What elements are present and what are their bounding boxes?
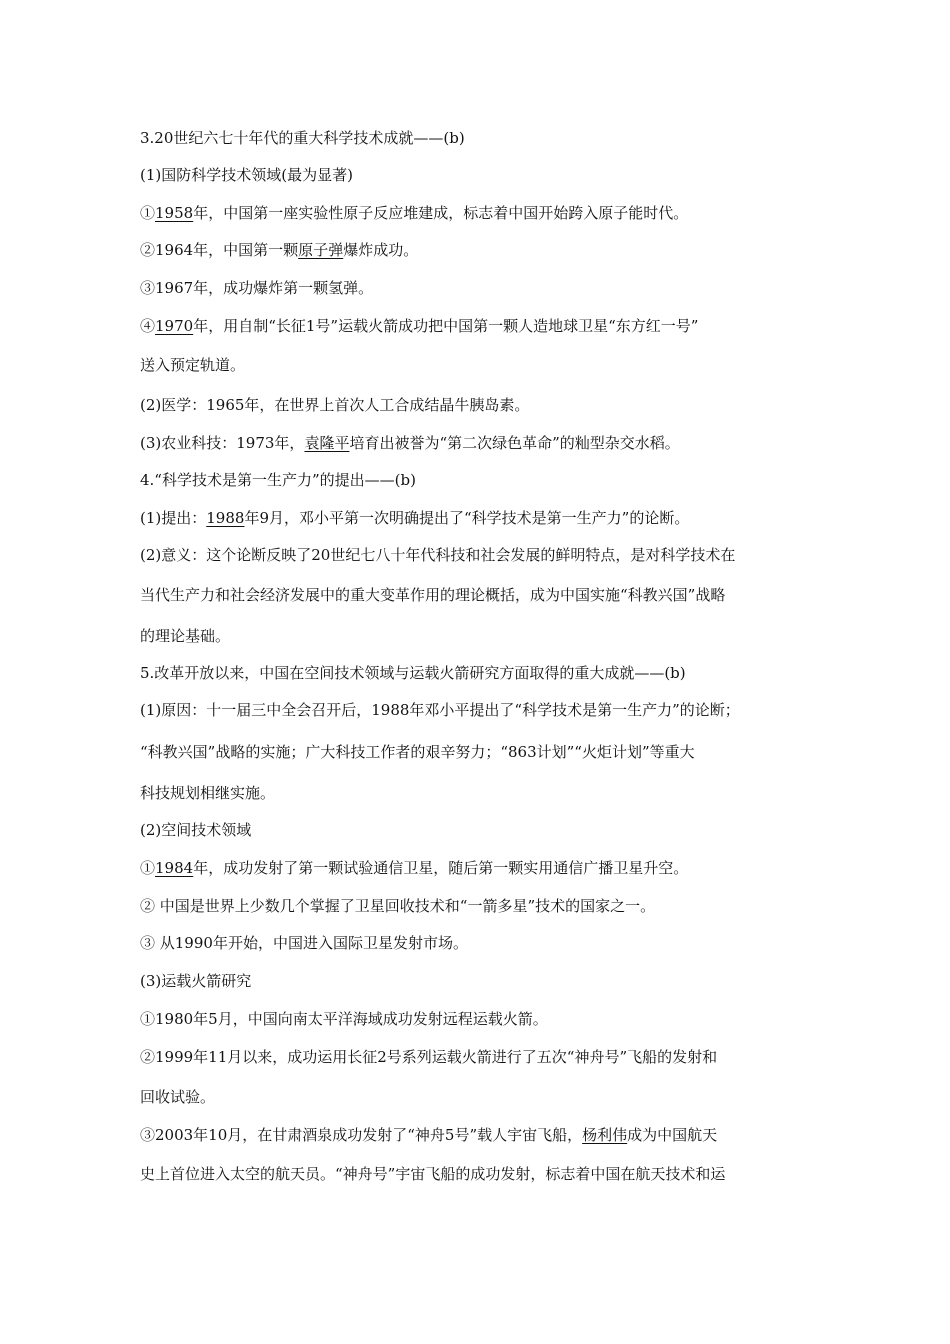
item-1964: ②1964年，中国第一颗原子弹爆炸成功。 [140,241,419,259]
section-3-title: 3.20世纪六七十年代的重大科学技术成就——(b) [140,129,465,147]
section-3-2: (2)医学：1965年，在世界上首次人工合成结晶牛胰岛素。 [140,396,530,414]
underlined-year: 1958 [155,204,194,222]
section-5-3-title: (3)运载火箭研究 [140,972,252,990]
item-2003-line-1: ③2003年10月，在甘肃酒泉成功发射了“神舟5号”载人宇宙飞船，杨利伟成为中国航天 [140,1126,718,1144]
section-4-2-line-3: 的理论基础。 [140,627,231,645]
section-5-1-line-3: 科技规划相继实施。 [140,784,276,802]
underlined-year: 1970 [155,317,194,335]
section-5-1-line-1: (1)原因：十一届三中全会召开后，1988年邓小平提出了“科学技术是第一生产力”的论断； [140,701,740,719]
item-1980: ①1980年5月，中国向南太平洋海域成功发射远程运载火箭。 [140,1010,548,1028]
item-1984: ①1984年，成功发射了第一颗试验通信卫星，随后第一颗实用通信广播卫星升空。 [140,859,689,877]
item-2003-line-2: 史上首位进入太空的航天员。“神舟号”宇宙飞船的成功发射，标志着中国在航天技术和运 [140,1165,726,1183]
underlined-year: 1988 [206,509,245,527]
item-1967: ③1967年，成功爆炸第一颗氢弹。 [140,279,374,297]
item-1970: ④1970年，用自制“长征1号”运载火箭成功把中国第一颗人造地球卫星“东方红一号” [140,317,699,335]
underlined-name: 袁隆平 [304,434,350,452]
underlined-year: 1984 [155,859,194,877]
section-3-3: (3)农业科技：1973年，袁隆平培育出被誉为“第二次绿色革命”的籼型杂交水稻。 [140,434,680,452]
item-1999-line-1: ②1999年11月以来，成功运用长征2号系列运载火箭进行了五次“神舟号”飞船的发射和 [140,1048,718,1066]
section-5-2-title: (2)空间技术领域 [140,821,252,839]
item-1999-line-2: 回收试验。 [140,1088,216,1106]
item-satellite-recovery: ② 中国是世界上少数几个掌握了卫星回收技术和“一箭多星”技术的国家之一。 [140,897,656,915]
section-4-2-line-1: (2)意义：这个论断反映了20世纪七八十年代科技和社会发展的鲜明特点，是对科学技术在 [140,546,736,564]
section-4-1: (1)提出：1988年9月，邓小平第一次明确提出了“科学技术是第一生产力”的论断。 [140,509,690,527]
section-4-title: 4.“科学技术是第一生产力”的提出——(b) [140,471,416,489]
item-1958: ①1958年，中国第一座实验性原子反应堆建成，标志着中国开始跨入原子能时代。 [140,204,689,222]
underlined-name: 杨利伟 [582,1126,628,1144]
underlined-term: 原子弹 [298,241,344,259]
item-1990: ③ 从1990年开始，中国进入国际卫星发射市场。 [140,934,468,952]
section-5-1-line-2: “科教兴国”战略的实施；广大科技工作者的艰辛努力；“863计划”“火炬计划”等重大 [140,743,695,761]
section-4-2-line-2: 当代生产力和社会经济发展中的重大变革作用的理论概括，成为中国实施“科教兴国”战略 [140,586,726,604]
item-1970-continued: 送入预定轨道。 [140,356,246,374]
section-3-1-title: (1)国防科学技术领域(最为显著) [140,166,353,184]
section-5-title: 5.改革开放以来，中国在空间技术领域与运载火箭研究方面取得的重大成就——(b) [140,664,686,682]
